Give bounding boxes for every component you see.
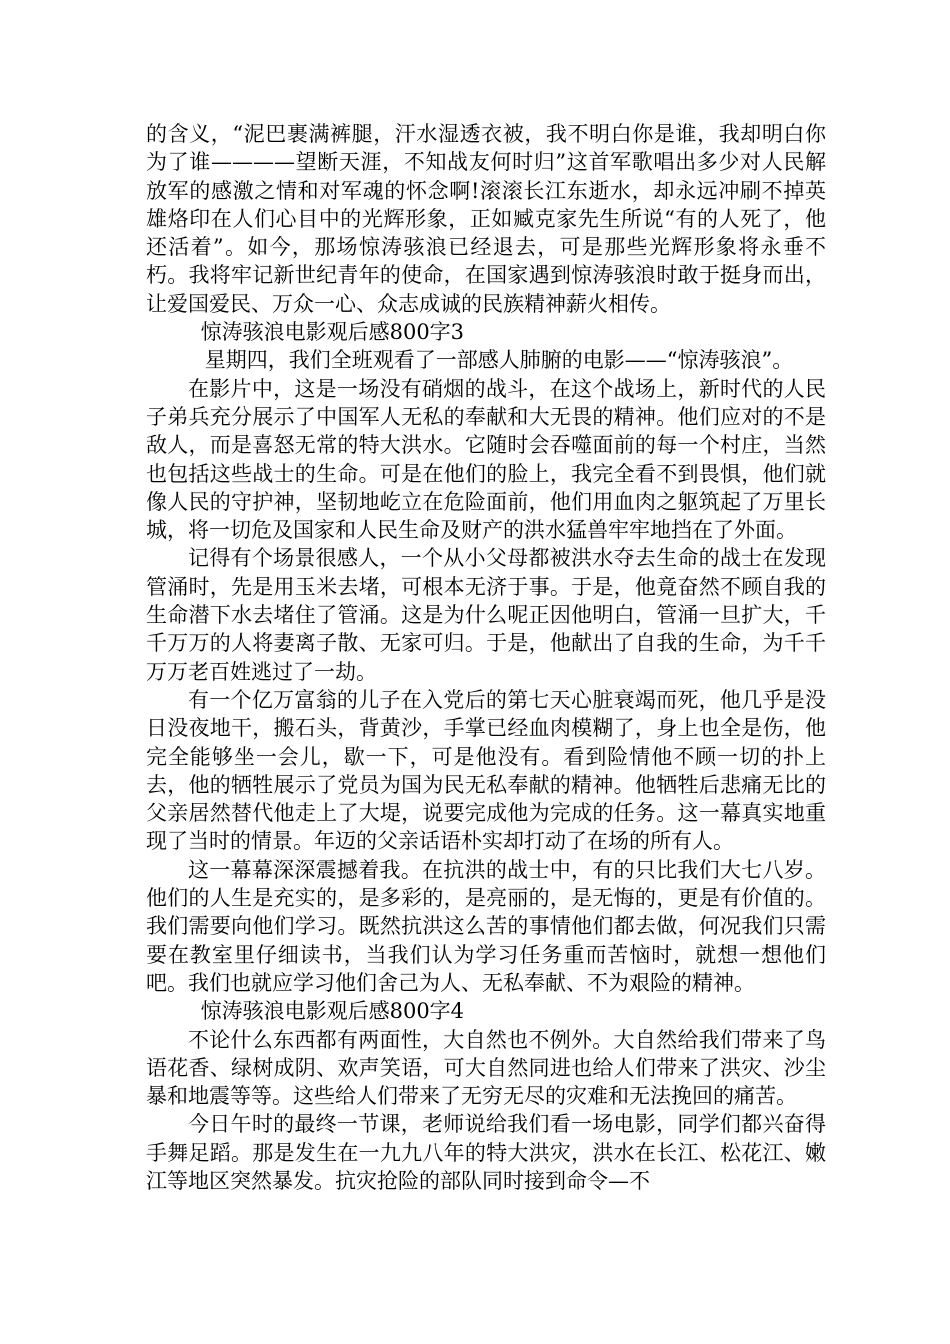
paragraph-battle: 在影片中，这是一场没有硝烟的战斗，在这个战场上，新时代的人民子弟兵充分展示了中国军人无私的奉献和大无畏的精神。他们应对的不是敌人，而是喜怒无常的特大洪水。它随时会吞噬面前的每一个村庄，当然也包括这些战士的生命。可是在他们的脸上，我完全看不到畏惧，他们就像人民的守护神，坚韧地屹立在危险面前，他们用血肉之躯筑起了万里长城，将一切危及国家和人民生命及财产的洪水猛兽牢牢地挡在了外面。 <box>146 376 826 543</box>
paragraph-intro-continued: 的含义，“泥巴裹满裤腿，汗水湿透衣被，我不明白你是谁，我却明白你为了谁————望断天涯，不知战友何时归”这首军歌唱出多少对人民解放军的感激之情和对军魂的怀念啊!滚滚长江东逝水，却永远冲刷不掉英雄烙印在人们心目中的光辉形象，正如臧克家先生所说“有的人死了，他还活着”。如今，那场惊涛骇浪已经退去，可是那些光辉形象将永垂不朽。我将牢记新世纪青年的使命，在国家遇到惊涛骇浪时敢于挺身而出，让爱国爱民、万众一心、众志成诚的民族精神薪火相传。 <box>146 122 826 316</box>
paragraph-piping-scene: 记得有个场景很感人，一个从小父母都被洪水夺去生命的战士在发现管涌时，先是用玉米去堵，可根本无济于事。于是，他竟奋然不顾自我的生命潜下水去堵住了管涌。这是为什么呢正因他明白，管涌一旦扩大，千千万万的人将妻离子散、无家可归。于是，他献出了自我的生命，为千千万万老百姓逃过了一劫。 <box>146 546 826 684</box>
paragraph-nature: 不论什么东西都有两面性，大自然也不例外。大自然给我们带来了鸟语花香、绿树成阴、欢声笑语，可大自然同进也给人们带来了洪灾、沙尘暴和地震等等。这些给人们带来了无穷无尽的灾难和无法挽回的痛苦。 <box>146 1027 826 1109</box>
paragraph-thursday: 星期四，我们全班观看了一部感人肺腑的电影——“惊涛骇浪”。 <box>204 348 794 373</box>
paragraph-millionaire-son: 有一个亿万富翁的儿子在入党后的第七天心脏衰竭而死，他几乎是没日没夜地干，搬石头，背黄沙，手掌已经血肉模糊了，身上也全是伤，他完全能够坐一会儿，歇一下，可是他没有。看到险情他不顾一切的扑上去，他的牺牲展示了党员为国为民无私奉献的精神。他牺牲后悲痛无比的父亲居然替代他走上了大堤，说要完成他为完成的任务。这一幕真实地重现了当时的情景。年迈的父亲话语朴实却打动了在场的所有人。 <box>146 687 826 854</box>
section-heading-3: 惊涛骇浪电影观后感800字3 <box>200 320 465 345</box>
document-page <box>146 120 826 1195</box>
section-heading-4: 惊涛骇浪电影观后感800字4 <box>200 999 465 1024</box>
paragraph-afternoon-class: 今日午时的最终一节课，老师说给我们看一场电影，同学们都兴奋得手舞足蹈。那是发生在一九九八年的特大洪灾，洪水在长江、松花江、嫩江等地区突然暴发。抗灾抢险的部队同时接到命令—不 <box>146 1112 826 1193</box>
paragraph-reflection: 这一幕幕深深震撼着我。在抗洪的战士中，有的只比我们大七八岁。他们的人生是充实的，是多彩的，是亮丽的，是无悔的，更是有价值的。我们需要向他们学习。既然抗洪这么苦的事情他们都去做，何况我们只需要在教室里仔细读书，当我们认为学习任务重而苦恼时，就想一想他们吧。我们也就应学习他们舍己为人、无私奉献、不为艰险的精神。 <box>146 857 826 995</box>
